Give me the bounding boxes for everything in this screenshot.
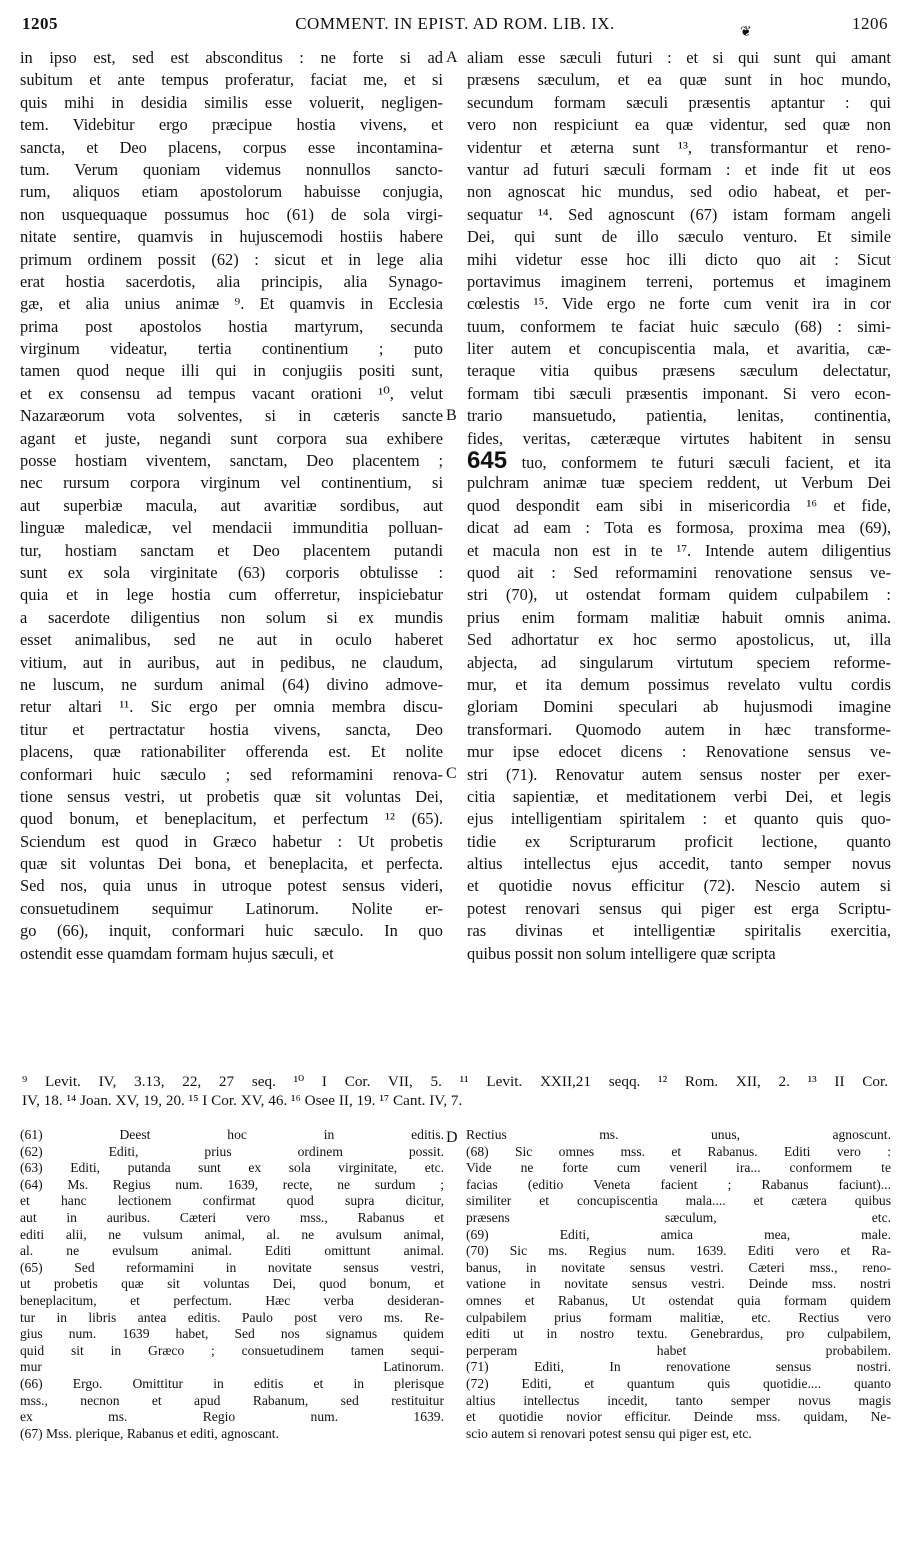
footnote-line: (72) Editi, et quantum quis quotidie.... quanto [466, 1375, 891, 1391]
footnote-line: (65) Sed reformamini in novitate sensus vestri, [20, 1259, 444, 1275]
text-line: teraque vitia quibus præsens sæculum delectatur, [467, 361, 891, 381]
text-line: gloriam Domini speculari ab hujusmodi imagine [467, 697, 891, 717]
text-line: trario mansuetudo, patientia, lenitas, continentia, [467, 406, 891, 426]
text-line: liter autem et concupiscentia mala, et avaritia, cæ- [467, 339, 891, 359]
text-line: virginum videatur, tertia continentium ; puto [20, 339, 443, 359]
footnote-line: aut in auribus. Cæteri vero mss., Rabanus et [20, 1209, 444, 1225]
text-line: rum, aliquos etiam apostolorum habuisse conjugia, [20, 182, 443, 202]
text-line: ras divinas et intelligentiæ spiritalis exercitia, [467, 921, 891, 941]
footnote-line: mur Latinorum. [20, 1359, 444, 1375]
text-line: Sed adhortatur ex hoc sermo apostolicus, ut, illa [467, 630, 891, 650]
footnote-line: (62) Editi, prius ordinem possit. [20, 1143, 444, 1159]
footnote-line: gius num. 1639 habet, Sed nos signamus quidem [20, 1326, 444, 1342]
text-line: nec rursum corpora virginum vel continentium, si [20, 473, 443, 493]
text-line: stri (70), ut ostendat formam quidem culpabilem : [467, 585, 891, 605]
text-line: sequatur ¹⁴. Sed agnoscunt (67) istam formam angeli [467, 204, 891, 224]
text-line: Sed nos, quia unus in utroque potest sensus videri, [20, 876, 443, 896]
text-line: non agnoscat hic mundus, sed odio habeat, et per- [467, 182, 891, 202]
text-line: tione sensus vestri, ut probetis quæ sit voluntas Dei, [20, 786, 443, 806]
text-line: pulchram animæ tuæ speciem reddent, ut Verbum Dei [467, 473, 891, 493]
text-line: et ex consensu ad tempus vacant orationi ¹⁰, velut [20, 383, 443, 403]
text-line: Dei, qui sunt de illo sæculo venturo. Et simile [467, 227, 891, 247]
text-line: secundum formam sæculi præsentis aptantur : qui [467, 92, 891, 112]
footnote-line: et quotidie novior efficitur. Deinde mss. quidam, Ne- [466, 1409, 891, 1425]
text-line: a sacerdote diligentius non solum si ex mundis [20, 607, 443, 627]
left-column [20, 47, 443, 965]
text-line: Nazaræorum vota solventes, si in cæteris sancte [20, 406, 443, 426]
reference-line: ⁹ Levit. IV, 3.13, 22, 27 seq. ¹⁰ I Cor. VII, 5. ¹¹ Levit. XXII,21 seqq. ¹² Rom. XII, 2. ¹³ II Cor. [22, 1073, 888, 1090]
text-line: videntur et æterna sunt ¹³, transformantur et reno- [467, 137, 891, 157]
text-line: tamen quod neque illi qui in conjugiis positi sunt, [20, 361, 443, 381]
text-line: stri (71). Renovatur autem sensus noster per exer- [467, 764, 891, 784]
text-line: agant et juste, negandi sunt corpora sua exhibere [20, 428, 443, 448]
text-line: retur altari ¹¹. Sic ergo per omnia membra discu- [20, 697, 443, 717]
footnote-line: (61) Deest hoc in editis. [20, 1127, 444, 1142]
text-line: quod ait : Sed reformamini renovatione sensus ve- [467, 562, 891, 582]
running-title: COMMENT. IN EPIST. AD ROM. LIB. IX. [295, 14, 615, 33]
printer-ornament-icon: ❦ [740, 25, 753, 40]
text-line: sancta, et Deo placens, corpus esse incontamina- [20, 137, 443, 157]
right-column [467, 47, 891, 965]
text-line: nitate sentire, quamvis in hujuscemodi hostiis habere [20, 227, 443, 247]
column-number: 645 [467, 450, 508, 473]
reference-line: IV, 18. ¹⁴ Joan. XV, 19, 20. ¹⁵ I Cor. XV, 46. ¹⁶ Osee II, 19. ¹⁷ Cant. IV, 7. [22, 1092, 463, 1109]
footnote-line: mss., necnon et apud Rabanum, sed restituitur [20, 1392, 444, 1408]
text-line: et macula non est in te ¹⁷. Intende autem diligentius [467, 540, 891, 560]
margin-letter-c: C [446, 765, 457, 782]
text-line: subitum et ante tempus proferatur, faciat me, et si [20, 70, 443, 90]
text-line: ejus intelligentiam spiritalem : et quanto quis quo- [467, 809, 891, 829]
text-line: go (66), inquit, conformari huic sæculo. In quo [20, 921, 443, 941]
text-line: primum ordinem possit (62) : sicut et in lege alia [20, 249, 443, 269]
scripture-references [22, 1072, 888, 1110]
footnote-line: Rectius ms. unus, agnoscunt. [466, 1127, 891, 1142]
footnote-line: quid sit in Græco ; consuetudinem tamen sequi- [20, 1342, 444, 1358]
text-line: tum. Verum quoniam videmus nonnullos sancto- [20, 159, 443, 179]
text-line: prius enim formam malitiæ habuit omnis anima. [467, 607, 891, 627]
text-line: tur, hostiam sanctam et Deo placentem putandi [20, 540, 443, 560]
text-line: quod bonum, et beneplacitum, et perfectum ¹² (65). [20, 809, 443, 829]
text-line: placens, quæ rationabiliter offerenda est. Et nolite [20, 742, 443, 762]
footnote-line: tur in libris antea editis. Paulo post vero ms. Re- [20, 1309, 444, 1325]
text-line: linguæ maledicæ, vel mendacii immunditia polluan- [20, 518, 443, 538]
text-line: formam tibi sæculi præsentis imponant. Si vero econ- [467, 383, 891, 403]
margin-letter-d: D [446, 1129, 458, 1146]
text-line: citia sapientiæ, et meditationem verbi Dei, et legis [467, 786, 891, 806]
footnote-line: (66) Ergo. Omittitur in editis et in plerisque [20, 1375, 444, 1391]
text-line: quibus possit non solum intelligere quæ scripta [467, 943, 776, 963]
footnotes-right [466, 1127, 891, 1442]
footnote-line: perperam habet probabilem. [466, 1342, 891, 1358]
footnote-line: præsens sæculum, etc. [466, 1209, 891, 1225]
text-line: tem. Videbitur ergo præcipue hostia vivens, et [20, 115, 443, 135]
text-line: præsens sæculum, et ea quæ sunt in hoc mundo, [467, 70, 891, 90]
text-line: conformari huic sæculo ; sed reformamini renova- [20, 764, 443, 784]
running-header [22, 14, 888, 40]
footnote-line: beneplacitum, et perfectum. Hæc verba desideran- [20, 1292, 444, 1308]
footnote-line: (63) Editi, putanda sunt ex sola virginitate, etc. [20, 1160, 444, 1176]
text-line: consuetudinem sequimur Latinorum. Nolite er- [20, 898, 443, 918]
footnote-line: (64) Ms. Regius num. 1639, recte, ne surdum ; [20, 1176, 444, 1192]
margin-letter-b: B [446, 407, 457, 424]
footnote-line: (71) Editi, In renovatione sensus nostri. [466, 1359, 891, 1375]
footnote-line: (69) Editi, amica mea, male. [466, 1226, 891, 1242]
footnote-line: similiter et concupiscentia mala.... et cætera quibus [466, 1193, 891, 1209]
footnote-line: et hanc lectionem confirmat quod supra dicitur, [20, 1193, 444, 1209]
text-line: vantur ad futuri sæculi formam : et inde fit ut eos [467, 159, 891, 179]
footnote-line: facias (editio Veneta facient ; Rabanus faciunt)... [466, 1176, 891, 1192]
footnote-line: (67) Mss. plerique, Rabanus et editi, agnoscant. [20, 1425, 279, 1441]
text-line: non usquequaque possumus hoc (61) de sola virgi- [20, 204, 443, 224]
footnote-line: al. ne evulsum animal. Editi omittunt animal. [20, 1243, 444, 1259]
text-line: et quotidie novus efficitur (72). Nescio autem si [467, 876, 891, 896]
text-line: vitium, aut in auribus, aut in pedibus, ne claudum, [20, 652, 443, 672]
footnote-line: editi alii, ne vulsum animal, al. ne avulsum animal, [20, 1226, 444, 1242]
text-line: potest renovari sensus qui piger est erga Scriptu- [467, 898, 891, 918]
text-line-remainder: tuo, conformem te futuri sæculi facient, et ita [507, 453, 891, 473]
footnote-line: culpabilem prius formam malitiæ, etc. Rectius vero [466, 1309, 891, 1325]
text-line: quis mihi in desidia similis esse voluerit, negligen- [20, 92, 443, 112]
text-line: dicat ad eam : Tota es formosa, proxima mea (69), [467, 518, 891, 538]
text-line: portavimus imaginem terreni, portemus et imaginem [467, 271, 891, 291]
footnote-line: omnes et Rabanus, Ut ostendat quia formam quidem [466, 1292, 891, 1308]
text-line: tidie ex Scripturarum proficit lectione, quanto [467, 831, 891, 851]
text-line: quia et in lege hostia cum offerretur, inspiciebatur [20, 585, 443, 605]
footnote-line: ex ms. Regio num. 1639. [20, 1409, 444, 1425]
text-line: posse hostiam viventem, sanctam, Deo placentem ; [20, 451, 443, 471]
footnote-line: ut probetis quæ sit voluntas Dei, quod bonum, et [20, 1276, 444, 1292]
text-line: titur et pertractatur hostia vivens, sancta, Deo [20, 719, 443, 739]
text-line: tuum, conformem te faciat huic sæculo (68) : simi- [467, 316, 891, 336]
footnotes-left [20, 1127, 444, 1442]
margin-letter-a: A [446, 49, 458, 66]
text-line [467, 450, 891, 472]
text-line: abjecta, ad singularum virtutum speciem reforme- [467, 652, 891, 672]
text-line: prima post apostolos hostia martyrum, secunda [20, 316, 443, 336]
footnote-line: editi ut in nostro textu. Genebrardus, pro culpabilem, [466, 1326, 891, 1342]
text-line: mur, et ita demum possimus revelato vultu cordis [467, 674, 891, 694]
text-line: ostendit esse quamdam formam hujus sæculi, et [20, 943, 334, 963]
footnote-line: (68) Sic omnes mss. et Rabanus. Editi vero : [466, 1143, 891, 1159]
footnote-line: (70) Sic ms. Regius num. 1639. Editi vero et Ra- [466, 1243, 891, 1259]
text-line: quod despondit eam sibi in misericordia ¹⁶ et fide, [467, 495, 891, 515]
text-line: altius intellectus ejus accedit, tanto semper novus [467, 854, 891, 874]
footnote-line: vatione in novitate sensus vestri. Deinde mss. nostri [466, 1276, 891, 1292]
text-line: Sciendum est quod in Græco habetur : Ut probetis [20, 831, 443, 851]
footnote-line: Vide ne forte cum veneril ira... conformem te [466, 1160, 891, 1176]
text-line: mur ipse edocet dicens : Renovatione sensus ve- [467, 742, 891, 762]
footnote-line: altius intellectus incedit, tanto semper novus magis [466, 1392, 891, 1408]
text-line: mihi videtur esse hoc illi dicto quo ait : Sicut [467, 249, 891, 269]
text-line: gæ, et alia unius animæ ⁹. Et quamvis in Ecclesia [20, 294, 443, 314]
footnote-line: banus, in novitate sensus vestri. Cæteri mss., reno- [466, 1259, 891, 1275]
text-line: transformari. Quomodo autem in hæc transforme- [467, 719, 891, 739]
text-line: erat hostia sacerdotis, alia principis, alia Synago- [20, 271, 443, 291]
page-number-left: 1205 [22, 14, 58, 33]
text-line: vero non respiciunt ea quæ videntur, sed quæ non [467, 115, 891, 135]
text-line: sunt ex sola virginitate (63) corporis obtulisse : [20, 562, 443, 582]
text-line: quæ sit voluntas Dei bona, et beneplacita, et perfecta. [20, 854, 443, 874]
text-line: aut superbiæ macula, aut avaritiæ sordibus, aut [20, 495, 443, 515]
text-line: esset animalibus, sed ne aut in oculo haberet [20, 630, 443, 650]
text-line: cœlestis ¹⁵. Vide ergo ne forte cum venit ira in cor [467, 294, 891, 314]
footnote-line: scio autem si renovari potest sensu qui piger est, etc. [466, 1425, 752, 1441]
text-line: in ipso est, sed est absconditus : ne forte si ad [20, 48, 443, 67]
text-line: aliam esse sæculi futuri : et si qui sunt qui amant [467, 48, 891, 67]
text-line: fides, veritas, cæteræque virtutes habitent in sensu [467, 428, 891, 448]
page-number-right: 1206 [852, 14, 888, 33]
text-line: ne luscum, ne surdum animal (64) divino admove- [20, 674, 443, 694]
